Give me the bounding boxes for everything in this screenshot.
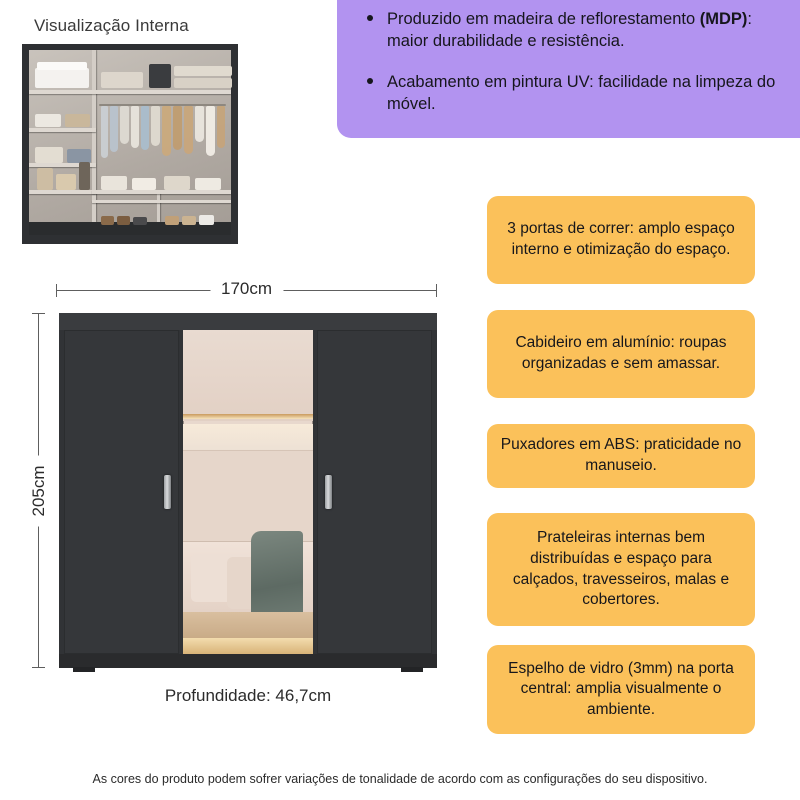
bullet-text-bold: (MDP): [699, 10, 748, 28]
interior-folded-linens: [35, 68, 89, 88]
height-dimension-line: [28, 313, 48, 668]
interior-folded-clothes: [35, 147, 63, 163]
interior-shoe: [199, 215, 214, 225]
feature-card-text: Espelho de vidro (3mm) na porta central: amplia visualmente o ambiente.: [508, 659, 734, 718]
wardrobe-top-panel: [59, 313, 437, 330]
mirror-led-strip-bottom: [183, 638, 313, 654]
interior-storage-box: [149, 64, 171, 88]
interior-folded-clothes: [101, 176, 127, 190]
dimension-cap-right: [436, 284, 437, 297]
interior-divider-mid: [157, 192, 160, 222]
bullet-item: [363, 8, 795, 53]
wardrobe-door-left: [64, 330, 179, 654]
interior-garment: [162, 106, 171, 156]
interior-garment: [217, 106, 225, 148]
material-bullet-list: [363, 8, 795, 116]
interior-garment: [184, 106, 193, 154]
mirror-floor: [183, 612, 313, 638]
interior-garment: [206, 106, 215, 156]
interior-garment: [173, 106, 182, 150]
interior-divider-left: [92, 50, 96, 222]
interior-shelf-l1: [29, 128, 96, 132]
interior-garment: [110, 106, 118, 152]
bullet-text-pre: Produzido em madeira de reflorestamento: [387, 10, 700, 28]
interior-folded-clothes: [65, 114, 90, 127]
feature-card-mirror: [487, 645, 755, 734]
interior-shoe: [182, 216, 196, 225]
interior-shoe: [117, 216, 130, 225]
door-handle-icon: [325, 475, 332, 509]
interior-bag: [37, 168, 53, 190]
interior-shelf-top: [29, 90, 231, 94]
wardrobe-front-image: [59, 313, 437, 668]
interior-folded-clothes: [35, 114, 61, 127]
interior-garment: [131, 106, 139, 148]
interior-bag: [79, 162, 90, 190]
internal-view-title: Visualização Interna: [34, 16, 189, 35]
wardrobe-mirror-door: [183, 330, 313, 654]
color-disclaimer: As cores do produto podem sofrer variações de tonalidade de acordo com as configurações do seu dispositivo.: [92, 772, 708, 786]
feature-card-doors: [487, 196, 755, 284]
bullet-item: [363, 71, 795, 116]
material-info-card: [337, 0, 800, 138]
interior-box: [56, 174, 76, 190]
wardrobe-foot: [401, 667, 423, 672]
interior-garment: [101, 106, 108, 158]
interior-folded-clothes: [132, 178, 156, 190]
height-value: 205cm: [29, 455, 49, 526]
mirror-led-glow: [183, 424, 313, 453]
interior-folded-clothes: [195, 178, 221, 190]
interior-shoe: [133, 217, 147, 225]
interior-garment: [195, 106, 204, 142]
mirror-throw-blanket: [251, 531, 303, 622]
interior-garment: [151, 106, 160, 146]
feature-card-text: Cabideiro em alumínio: roupas organizadas e sem amassar.: [515, 334, 727, 372]
feature-card-handles: [487, 424, 755, 488]
interior-garment: [120, 106, 129, 144]
mirror-wall-upper: [183, 330, 313, 421]
interior-folded-clothes: [67, 149, 91, 163]
interior-folded-clothes: [164, 176, 190, 190]
feature-card-text: Prateleiras internas bem distribuídas e espaço para calçados, travesseiros, malas e cobertores.: [512, 529, 730, 609]
interior-shoe: [101, 216, 114, 225]
door-handle-icon: [164, 475, 171, 509]
feature-card-text: Puxadores em ABS: praticidade no manuseio.: [500, 436, 742, 474]
dimension-cap-bottom: [32, 667, 45, 668]
wardrobe-base-panel: [59, 654, 437, 668]
interior-suitcase: [174, 78, 232, 88]
interior-suitcase: [174, 66, 232, 76]
interior-storage-box: [101, 72, 143, 88]
bullet-text-post: : maior durabilidade e resistência.: [387, 10, 752, 51]
interior-shelf-mid: [92, 190, 231, 194]
wardrobe-foot: [73, 667, 95, 672]
mirror-led-strip: [183, 414, 313, 419]
wardrobe-interior-image: [22, 44, 238, 244]
width-dimension-line: [56, 279, 437, 298]
mirror-wall-middle: [183, 450, 313, 541]
interior-shelf-l3: [29, 190, 96, 194]
dimension-cap-left: [56, 284, 57, 297]
feature-card-text: 3 portas de correr: amplo espaço interno e otimização do espaço.: [507, 220, 735, 258]
interior-garment: [141, 106, 149, 150]
interior-shoe: [165, 216, 179, 225]
depth-label: Profundidade: 46,7cm: [164, 686, 332, 705]
feature-card-rail: [487, 310, 755, 398]
interior-carcass: [29, 50, 231, 235]
interior-shelf-mid2: [92, 200, 231, 203]
bullet-text-pre: Acabamento em pintura UV: facilidade na limpeza do móvel.: [387, 72, 776, 114]
wardrobe-door-right: [317, 330, 432, 654]
dimension-cap-top: [32, 313, 45, 314]
feature-card-shelves: [487, 513, 755, 626]
interior-folded-linens: [37, 62, 87, 70]
width-value: 170cm: [210, 279, 283, 299]
